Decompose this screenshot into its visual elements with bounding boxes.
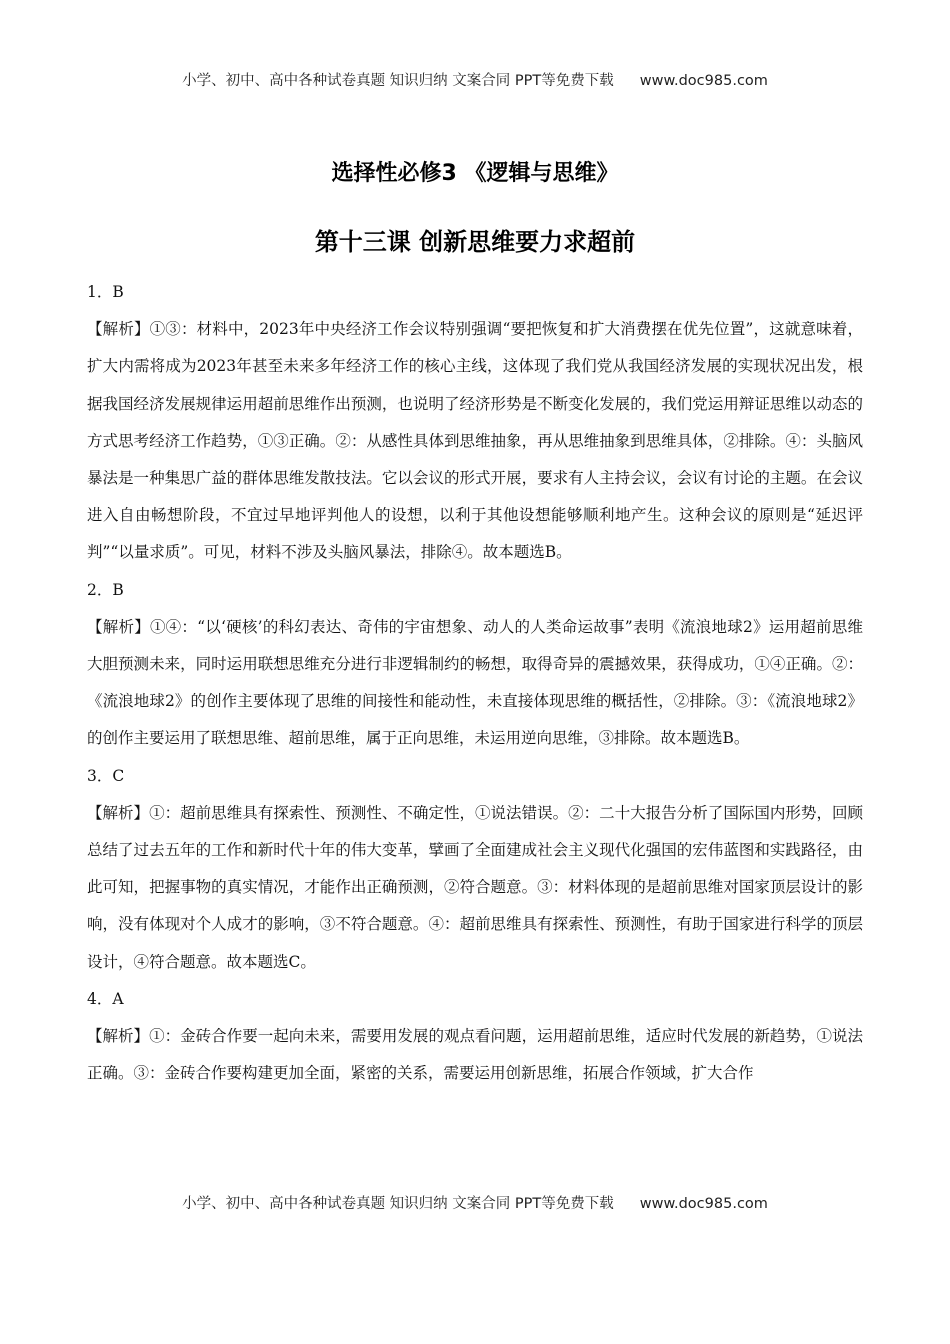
question-number: 4．A — [87, 989, 124, 1008]
analysis-label: 【解析】 — [87, 320, 150, 339]
answer-item — [87, 274, 863, 572]
answer-item — [87, 572, 863, 758]
answer-item — [87, 981, 863, 1093]
document-title: 选择性必修3 《逻辑与思维》 — [331, 161, 619, 186]
analysis-text: ①③：材料中，2023年中央经济工作会议特别强调“要把恢复和扩大消费摆在优先位置”，这就意味着，扩大内需将成为2023年甚至未来多年经济工作的核心主线，这体现了我们党从我国经济发展的实现状况出发，根据我国经济发展规律运用超前思维作出预测，也说明了经济形势是不断变化发展的，我们党运用辩证思维以动态的方式思考经济工作趋势，①③正确。②：从感性具体到思维抽象，再从思维抽象到思维具体，②排除。④：头脑风暴法是一种集思广益的群体思维发散技法。它以会议的形式开展，要求有人主持会议，会议有讨论的主题。在会议进入自由畅想阶段，不宜过早地评判他人的设想，以利于其他设想能够顺利地产生。这种会议的原则是“延迟评判”“以量求质”。可见，材料不涉及头脑风暴法，排除④。故本题选B。 — [87, 320, 863, 562]
question-number: 2．B — [87, 580, 124, 599]
analysis-paragraph — [87, 795, 863, 981]
analysis-text: ①：超前思维具有探索性、预测性、不确定性，①说法错误。②：二十大报告分析了国际国内形势，回顾总结了过去五年的工作和新时代十年的伟大变革，擘画了全面建成社会主义现代化强国的宏伟蓝图和实践路径，由此可知，把握事物的真实情况，才能作出正确预测，②符合题意。③：材料体现的是超前思维对国家顶层设计的影响，没有体现对个人成才的影响，③不符合题意。④：超前思维具有探索性、预测性，有助于国家进行科学的顶层设计，④符合题意。故本题选C。 — [87, 803, 863, 971]
analysis-paragraph — [87, 609, 863, 758]
footer-text: 小学、初中、高中各种试卷真题 知识归纳 文案合同 PPT等免费下载 — [182, 1196, 614, 1212]
analysis-label: 【解析】 — [87, 803, 150, 822]
page-footer — [0, 1192, 950, 1213]
analysis-paragraph — [87, 1018, 863, 1092]
page-header — [0, 69, 950, 90]
question-number: 3．C — [87, 766, 125, 785]
analysis-text: ①：金砖合作要一起向未来，需要用发展的观点看问题，运用超前思维，适应时代发展的新趋势，①说法正确。③：金砖合作要构建更加全面，紧密的关系，需要运用创新思维，拓展合作领域，扩大合作 — [87, 1027, 863, 1083]
header-text: 小学、初中、高中各种试卷真题 知识归纳 文案合同 PPT等免费下载 — [182, 73, 614, 89]
analysis-label: 【解析】 — [87, 617, 150, 636]
analysis-text: ①④：“以‘硬核’的科幻表达、奇伟的宇宙想象、动人的人类命运故事”表明《流浪地球2》运用超前思维大胆预测未来，同时运用联想思维充分进行非逻辑制约的畅想，取得奇异的震撼效果，获得成功，①④正确。②：《流浪地球2》的创作主要体现了思维的间接性和能动性，未直接体现思维的概括性，②排除。③：《流浪地球2》的创作主要运用了联想思维、超前思维，属于正向思维，未运用逆向思维，③排除。故本题选B。 — [87, 617, 863, 748]
lesson-title: 第十三课 创新思维要力求超前 — [314, 228, 636, 256]
question-number: 1．B — [87, 283, 124, 301]
header-site-link[interactable]: www.doc985.com — [639, 73, 768, 89]
answer-item — [87, 758, 863, 981]
answer-list — [87, 274, 863, 1092]
analysis-label: 【解析】 — [87, 1027, 150, 1045]
footer-site-link[interactable]: www.doc985.com — [639, 1196, 768, 1212]
analysis-paragraph — [87, 311, 863, 571]
